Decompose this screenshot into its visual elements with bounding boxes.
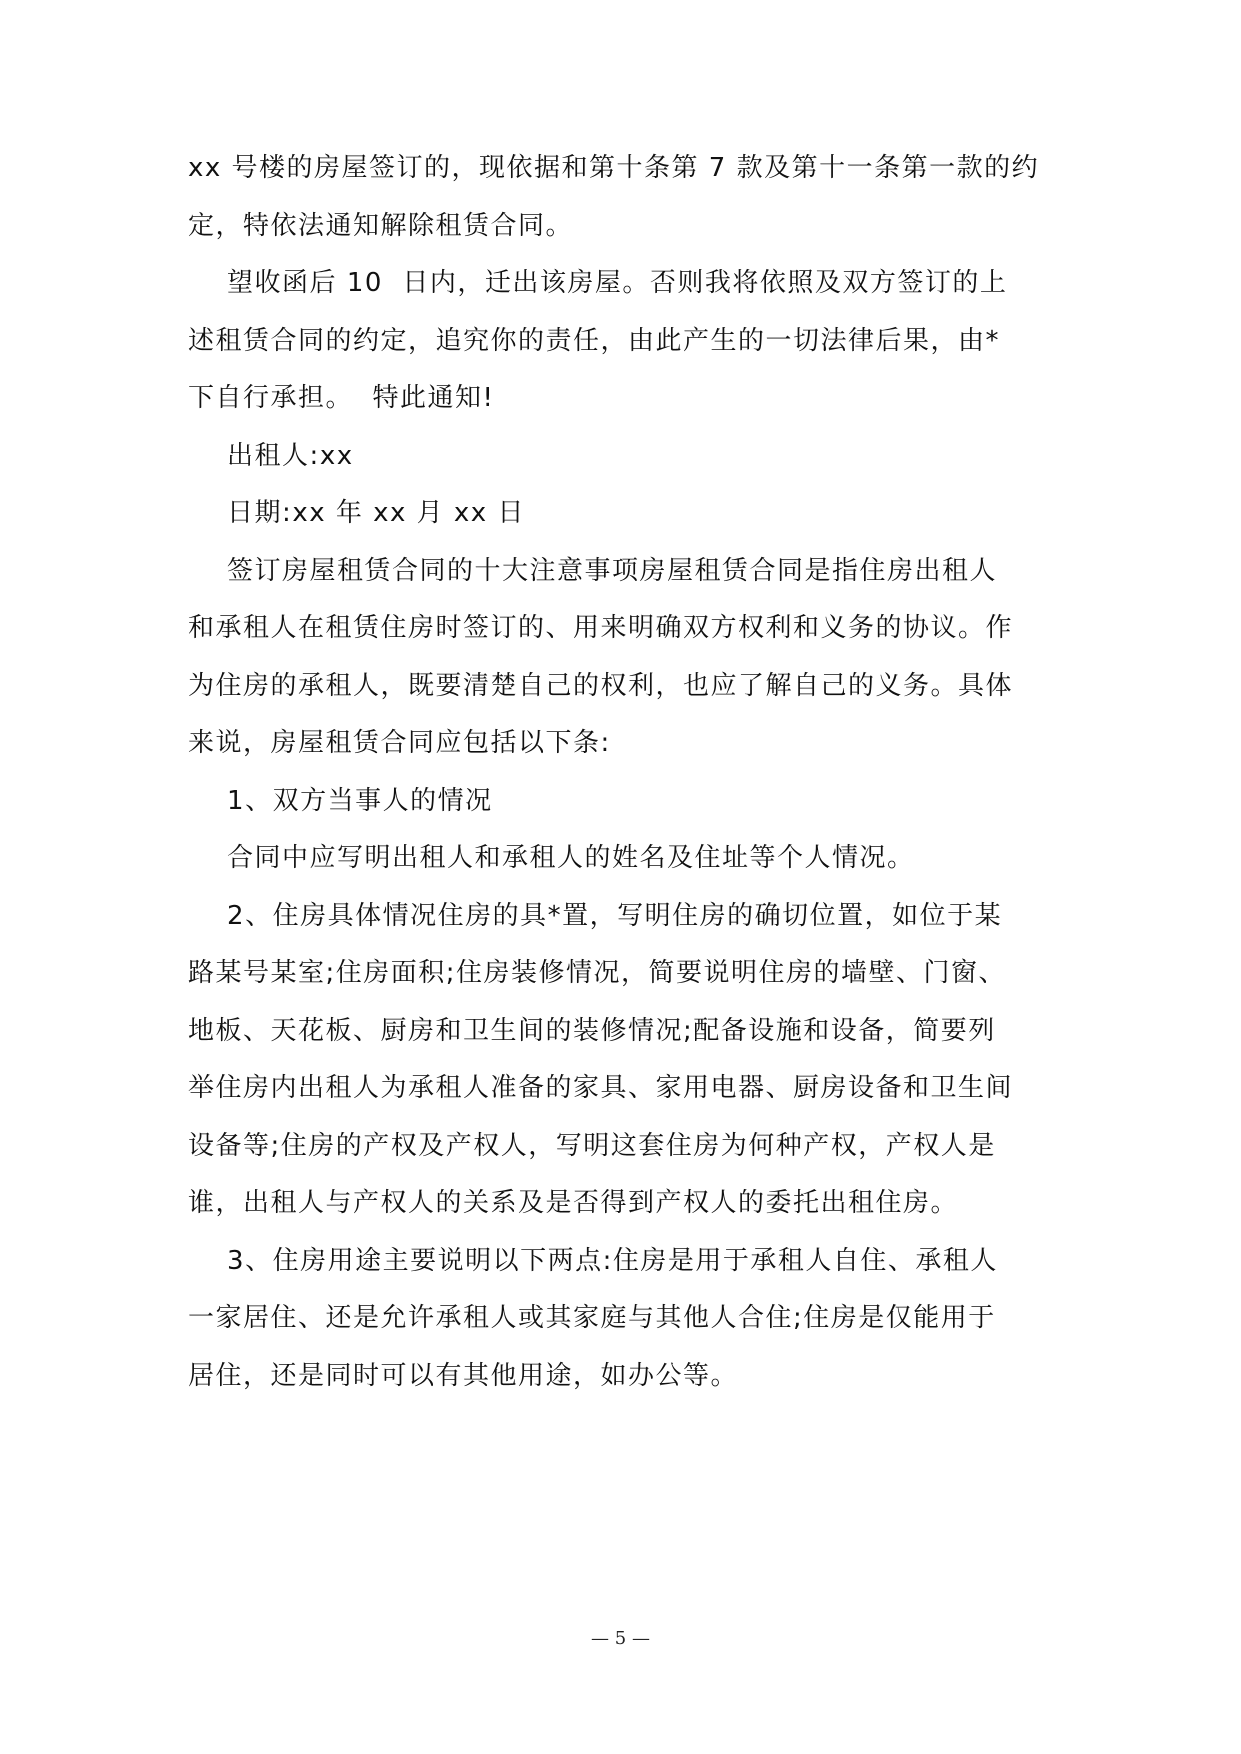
text-line: 出租人:xx	[188, 441, 354, 471]
text-line: 地板、天花板、厨房和卫生间的装修情况;配备设施和设备，简要列	[188, 1016, 996, 1046]
text-line: 下自行承担。 特此通知!	[188, 383, 495, 413]
text-line: 为住房的承租人，既要清楚自己的权利，也应了解自己的义务。具体	[188, 671, 1014, 701]
text-line: 来说，房屋租赁合同应包括以下条:	[188, 728, 611, 758]
text-line: 望收函后 10 日内，迁出该房屋。否则我将依照及双方签订的上	[188, 268, 1008, 298]
text-line: 日期:xx 年 xx 月 xx 日	[188, 498, 525, 528]
text-line: 一家居住、还是允许承租人或其家庭与其他人合住;住房是仅能用于	[188, 1303, 996, 1333]
text-line: 谁，出租人与产权人的关系及是否得到产权人的委托出租住房。	[188, 1188, 959, 1218]
text-line: 设备等;住房的产权及产权人，写明这套住房为何种产权，产权人是	[188, 1131, 996, 1161]
text-line: 签订房屋租赁合同的十大注意事项房屋租赁合同是指住房出租人	[188, 556, 998, 586]
text-line: 1、双方当事人的情况	[188, 786, 493, 816]
text-line: 举住房内出租人为承租人准备的家具、家用电器、厨房设备和卫生间	[188, 1073, 1014, 1103]
text-line: 3、住房用途主要说明以下两点:住房是用于承租人自住、承租人	[188, 1246, 998, 1276]
text-line: xx 号楼的房屋签订的，现依据和第十条第 7 款及第十一条第一款的约	[188, 153, 1040, 183]
text-line: 合同中应写明出租人和承租人的姓名及住址等个人情况。	[188, 843, 915, 873]
text-line: 路某号某室;住房面积;住房装修情况，简要说明住房的墙壁、门窗、	[188, 958, 1007, 988]
text-line: 和承租人在租赁住房时签订的、用来明确双方权利和义务的协议。作	[188, 613, 1014, 643]
text-line: 述租赁合同的约定，追究你的责任，由此产生的一切法律后果，由*	[188, 326, 1001, 356]
text-line: 定，特依法通知解除租赁合同。	[188, 211, 574, 241]
text-line: 居住，还是同时可以有其他用途，如办公等。	[188, 1361, 739, 1391]
text-line: 2、住房具体情况住房的具*置，写明住房的确切位置，如位于某	[188, 901, 1003, 931]
page-number: — 5 —	[591, 1628, 650, 1649]
